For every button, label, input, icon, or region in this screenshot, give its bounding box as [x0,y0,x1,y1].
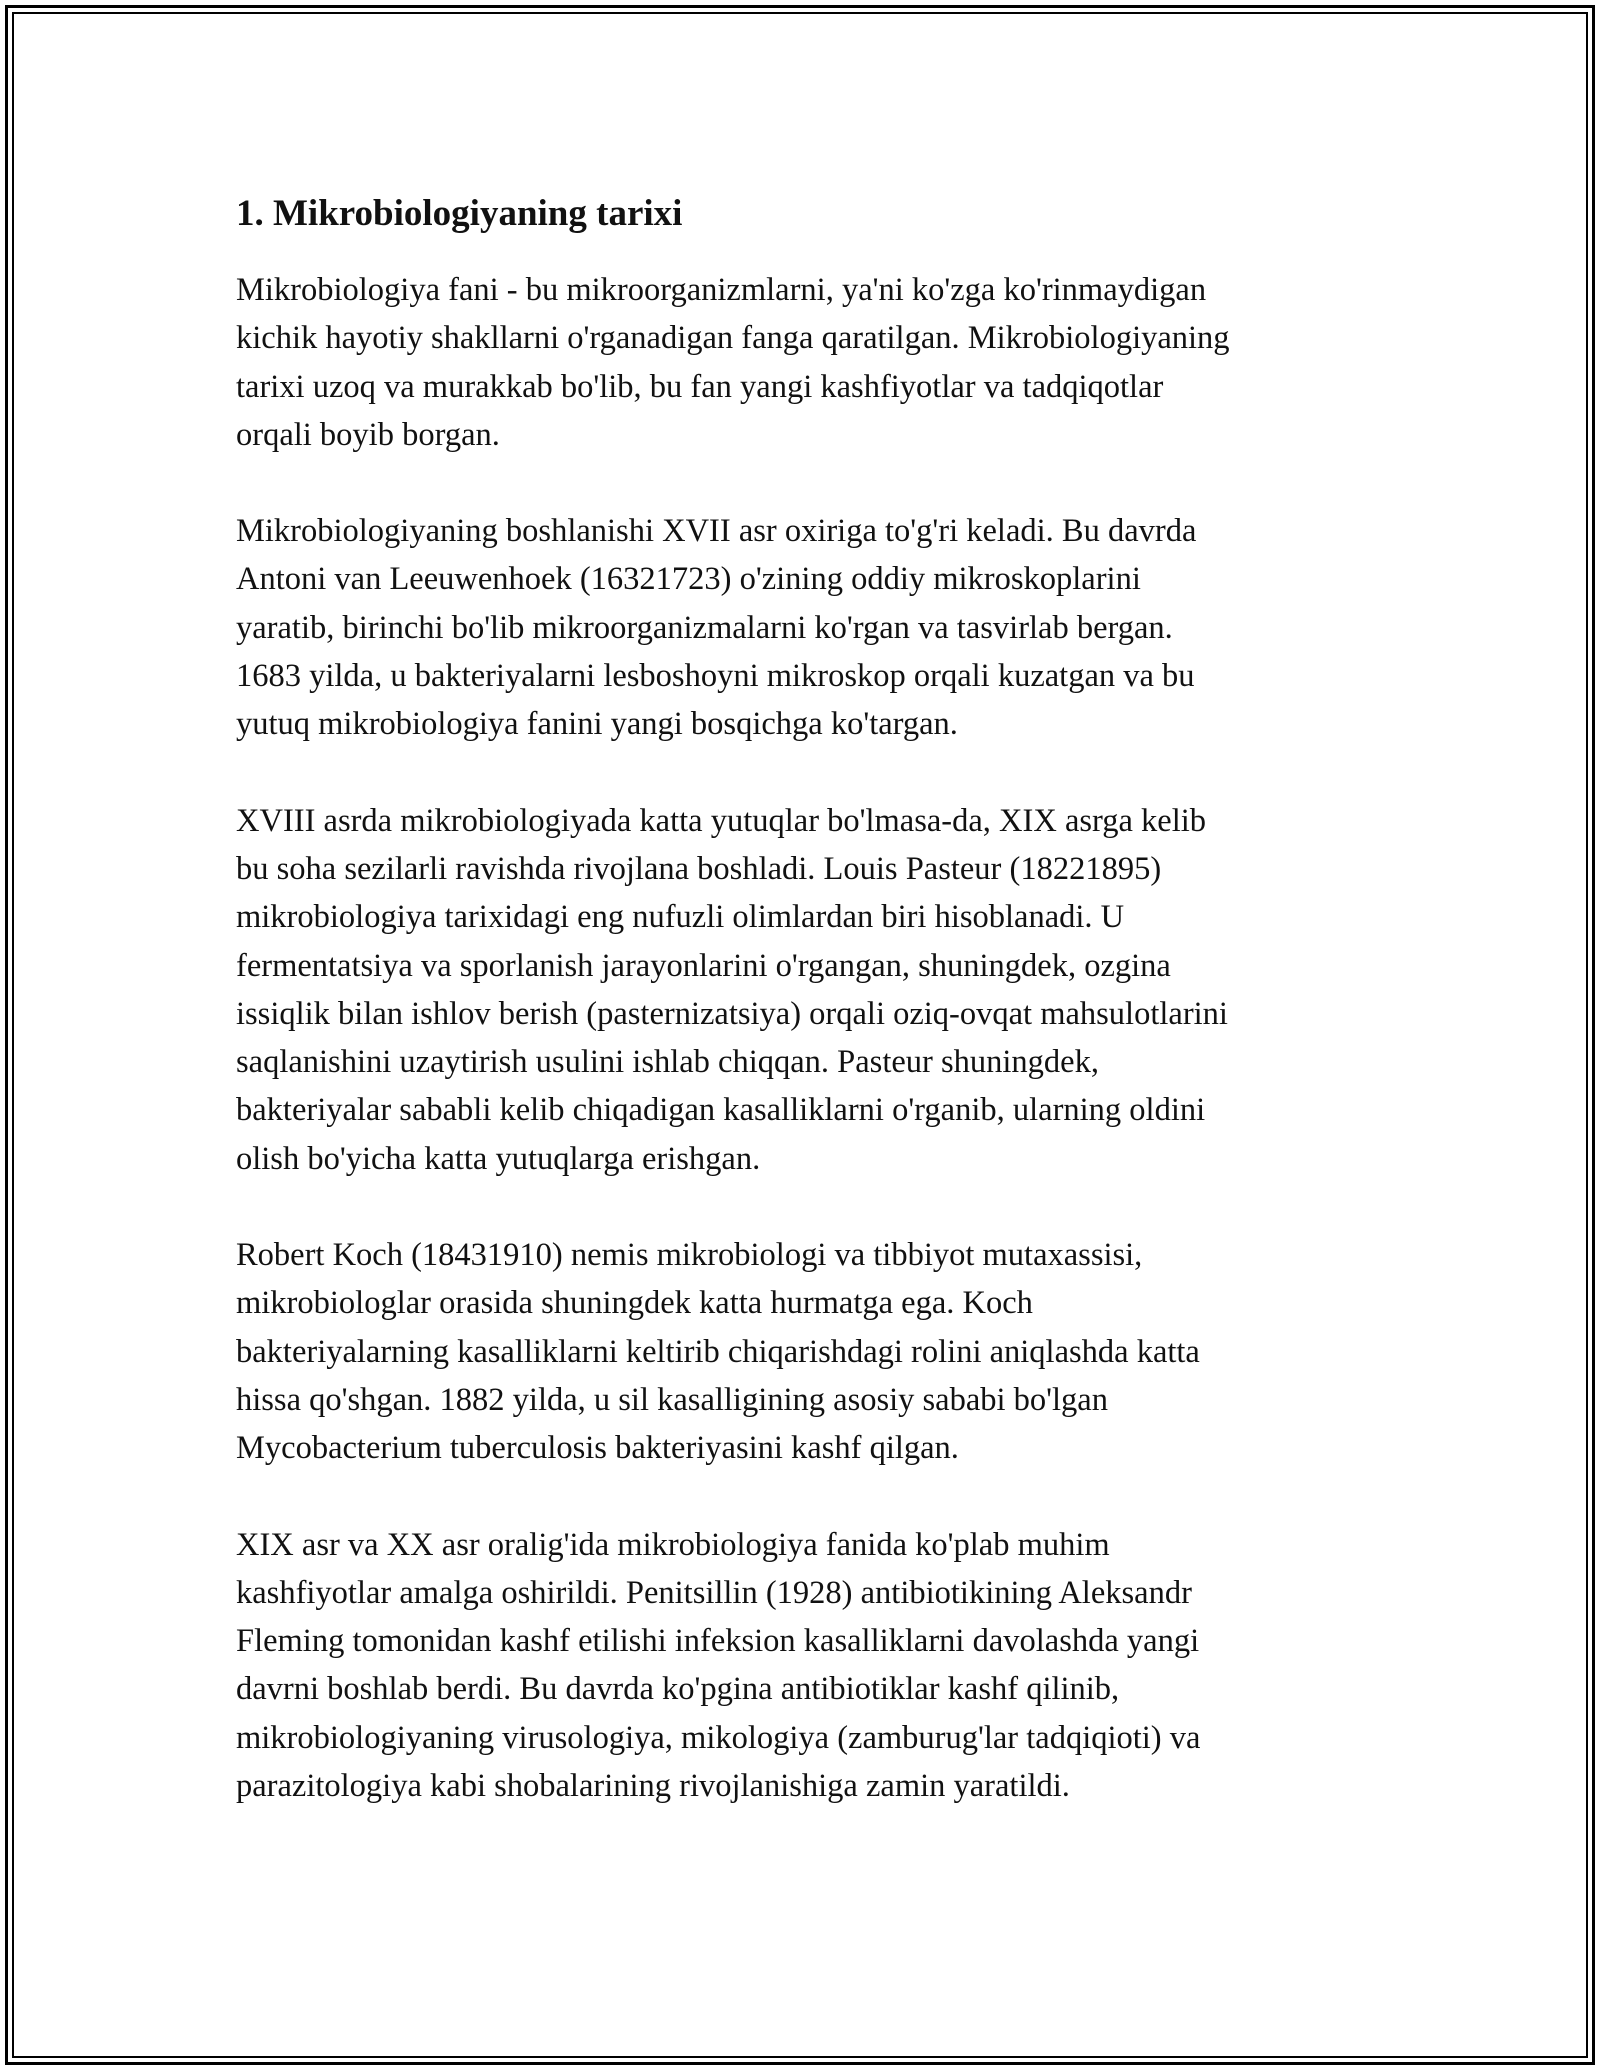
document-content [236,188,1366,1858]
paragraph-intro: Mikrobiologiya fani - bu mikroorganizmlarni, ya'ni ko'zga ko'rinmaydigan kichik hayotiy shakllarni o'rganadigan fanga qaratilgan. Mikrobiologiyaning tarixi uzoq va murakkab bo'lib, bu fan yangi kashfiyotlar va tadqiqotlar orqali boyib borgan. [236,272,1230,453]
paragraph-leeuwenhoek: Mikrobiologiyaning boshlanishi XVII asr oxiriga to'g'ri keladi. Bu davrda Antoni van Leeuwenhoek (16321723) o'zining oddiy mikroskoplarini yaratib, birinchi bo'lib mikroorganizmalarni ko'rgan va tasvirlab bergan. 1683 yilda, u bakteriyalarni lesboshoyni mikroskop orqali kuzatgan va bu yutuq mikrobiologiya fanini yangi bosqichga ko'targan. [236,513,1197,743]
paragraph-koch: Robert Koch (18431910) nemis mikrobiologi va tibbiyot mutaxassisi, mikrobiologlar orasida shuningdek katta hurmatga ega. Koch bakteriyalarning kasalliklarni keltirib chiqarishdagi rolini aniqlashda katta hissa qo'shgan. 1882 yilda, u sil kasalligining asosiy sababi bo'lgan Mycobacterium tuberculosis bakteriyasini kashf qilgan. [236,1237,1200,1467]
paragraph-antibiotics: XIX asr va XX asr oralig'ida mikrobiologiya fanida ko'plab muhim kashfiyotlar amalga oshirildi. Penitsillin (1928) antibiotikining Aleksandr Fleming tomonidan kashf etilishi infeksion kasalliklarni davolashda yangi davrni boshlab berdi. Bu davrda ko'pgina antibiotiklar kashf qilinib, mikrobiologiyaning virusologiya, mikologiya (zamburug'lar tadqiqioti) va parazitologiya kabi shobalarining rivojlanishiga zamin yaratildi. [236,1526,1201,1805]
section-heading: 1. Mikrobiologiyaning tarixi [236,193,683,234]
paragraph-pasteur: XVIII asrda mikrobiologiyada katta yutuqlar bo'lmasa-da, XIX asrga kelib bu soha sezilarli ravishda rivojlana boshladi. Louis Pasteur (18221895) mikrobiologiya tarixidagi eng nufuzli olimlardan biri hisoblanadi. U fermentatsiya va sporlanish jarayonlarini o'rgangan, shuningdek, ozgina issiqlik bilan ishlov berish (pasternizatsiya) orqali oziq-ovqat mahsulotlarini saqlanishini uzaytirish usulini ishlab chiqqan. Pasteur shuningdek, bakteriyalar sababli kelib chiqadigan kasalliklarni o'rganib, ularning oldini olish bo'yicha katta yutuqlarga erishgan. [236,802,1228,1177]
